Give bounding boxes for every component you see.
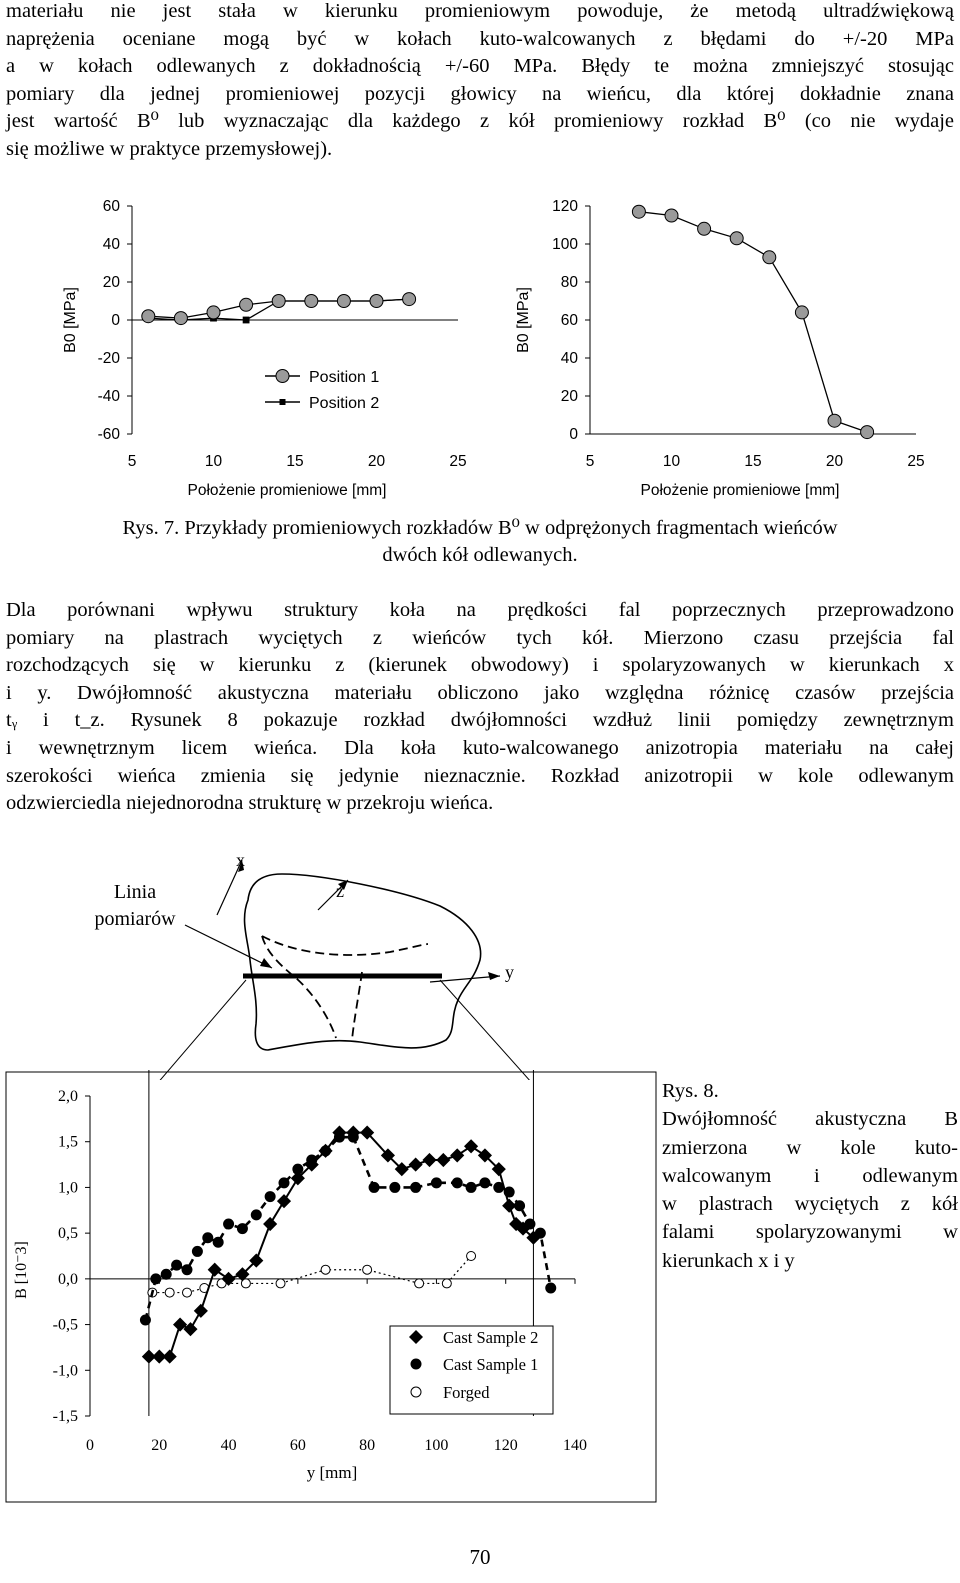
x-tick-label: 5 [127,453,137,470]
data-point [237,1224,247,1234]
data-point [165,1288,174,1297]
caption-line: dwóch kół odlewanych. [382,544,578,566]
data-point [546,1283,556,1293]
data-point [305,295,318,308]
y-tick-label: 120 [552,198,578,215]
y-axis-label: B0 [MPa] [515,287,532,353]
data-point [442,1279,451,1288]
y-axis-label: B0 [MPa] [62,287,79,353]
caption-line: walcowanym i odlewanym [662,1164,958,1187]
y-tick-label: 40 [102,236,120,253]
data-point [224,1219,234,1229]
x-axis-label: Położenie promieniowe [mm] [640,482,840,499]
data-point [194,1304,207,1317]
data-point [698,222,711,235]
data-point [535,1228,545,1238]
text-line: tᵧ i t_z. Rysunek 8 pokazuje rozkład dwójłomności wzdłuż linii pomiędzy zewnętrznym [6,709,954,732]
figure7-left-chart [55,190,475,500]
y-tick-label: -1,5 [52,1408,78,1425]
measurement-line-label: Linia [113,881,157,903]
data-point [174,312,187,325]
y-tick-label: 2,0 [58,1088,78,1105]
data-point [466,1182,476,1192]
caption-line: zmierzona w kole kuto- [662,1136,958,1159]
text-line: się możliwe w praktyce przemysłowej). [6,137,333,160]
legend [265,369,379,412]
x-tick-label: 25 [449,453,467,470]
data-point [279,1178,289,1188]
data-point [278,1195,291,1208]
caption-line: Dwójłomność akustyczna B [662,1108,958,1131]
x-tick-label: 10 [204,453,223,470]
y-tick-label: -60 [97,426,120,443]
dashed-structure [352,972,362,1040]
data-point [525,1219,535,1229]
legend-label-position-1: Position 1 [309,369,380,386]
data-point [795,306,808,319]
x-tick-label: 100 [424,1437,449,1454]
x-tick-label: 0 [86,1437,94,1454]
data-point [172,1260,182,1270]
data-point [390,1182,400,1192]
data-point [411,1182,421,1192]
y-tick-label: 0 [111,312,120,329]
paragraph-2 [6,597,954,818]
figure7-right-chart [505,190,955,500]
data-point [369,1182,379,1192]
legend-marker-open-circle [411,1387,421,1397]
data-point [403,293,416,306]
data-point [494,1182,504,1192]
x-tick-label: 120 [493,1437,518,1454]
page-number: 70 [469,1545,491,1569]
caption-line: kierunkach x i y [662,1249,795,1272]
y-tick-label: -20 [97,350,120,367]
series-line [149,1133,534,1357]
data-point [142,310,155,323]
figure7-caption [0,515,960,569]
chart-frame [6,1072,656,1502]
series-line [639,212,867,432]
caption-line: w plastrach wyciętych z kół [662,1193,958,1216]
data-point [163,1350,176,1363]
x-tick-label: 15 [286,453,304,470]
legend-label-forged: Forged [443,1383,490,1402]
data-point [467,1252,476,1261]
x-tick-label: 20 [825,453,844,470]
data-point [437,1154,450,1167]
data-point [334,1132,344,1142]
data-point [182,1265,192,1275]
data-point [480,1178,490,1188]
y-tick-label: 60 [560,312,578,329]
data-point [665,209,678,222]
y-tick-label: 1,5 [58,1133,78,1151]
y-tick-label: 40 [560,350,578,367]
legend-label-cast-2: Cast Sample 2 [443,1328,539,1347]
text-line: odzwierciedla niejednorodna strukturę w przekroju wieńca. [6,792,494,815]
data-point [240,298,253,311]
x-axis-label: Położenie promieniowe [mm] [187,482,387,499]
y-tick-label: 20 [560,388,578,405]
data-point [431,1178,441,1188]
x-tick-label: 80 [359,1437,376,1454]
x-tick-label: 10 [662,453,681,470]
x-tick-label: 40 [220,1437,237,1454]
x-tick-label: 20 [367,453,386,470]
data-point [272,295,285,308]
data-point [515,1201,525,1211]
axis-x-label: x [236,850,245,870]
data-point [151,1274,161,1284]
dashed-structure [262,936,428,955]
data-point [208,1263,221,1276]
axis-y-label: y [505,962,514,982]
paragraph-1 [6,0,954,164]
y-tick-label: 0,5 [58,1225,78,1243]
text-line: naprężenia oceniane mogą być w kołach kuto-walcowanych z błędami do +/-20 MPa [6,27,954,50]
legend [390,1326,553,1414]
data-point [504,1187,514,1197]
y-tick-label: 0 [569,426,578,443]
text-line: i y. Dwójłomność akustyczna materiału obliczono jako względna różnicę czasów przejścia [6,681,954,704]
axis-z-label: z [336,881,344,901]
legend-label-position-2: Position 2 [309,395,380,412]
data-point [409,1158,422,1171]
y-tick-label: -1,0 [52,1362,78,1380]
data-point [861,426,874,439]
caption-line: falami spolaryzowanymi w [662,1221,958,1244]
y-tick-label: -0,5 [52,1316,78,1334]
data-point [192,1246,202,1256]
y-tick-label: 1,0 [58,1179,78,1197]
data-point [503,1199,516,1212]
data-point [337,295,350,308]
data-point [251,1210,261,1220]
text-line: pomiary na plastrach wyciętych z wieńców tych kół. Mierzono czasu przejścia fal [6,626,954,649]
caption-line: Rys. 7. Przykłady promieniowych rozkładów B⁰ w odprężonych fragmentach wieńców [122,517,838,539]
y-tick-label: 80 [560,274,578,291]
data-point [203,1233,213,1243]
data-point [276,1279,285,1288]
text-line: szerokości wieńca zmienia się jedynie nieznacznie. Rozkład anizotropii w kole odlewanym [6,764,954,787]
data-point [452,1178,462,1188]
y-tick-label: 60 [102,198,120,215]
text-line: rozchodzących się w kierunku z (kierunek obwodowy) i spolaryzowanych w kierunkach x [6,654,954,677]
projection-line [150,980,246,1080]
data-point [265,1192,275,1202]
y-tick-label: 20 [102,274,120,291]
x-tick-label: 60 [289,1437,306,1454]
text-line: i wewnętrznym licem wieńca. Dla koła kuto-walcowanego anizotropia materiału na całej [6,736,954,759]
data-point [451,1149,464,1162]
x-tick-label: 25 [907,453,925,470]
y-tick-label: -40 [97,388,120,405]
data-point [183,1288,192,1297]
legend-label-cast-1: Cast Sample 1 [443,1355,539,1374]
x-tick-label: 15 [744,453,762,470]
data-point [348,1132,358,1142]
figure8-rim-sketch [0,840,660,1080]
data-point [161,1269,171,1279]
x-tick-label: 140 [563,1437,587,1454]
x-axis-label: y [mm] [306,1463,358,1482]
legend-marker-filled-circle [411,1359,422,1370]
data-point [243,317,249,323]
text-line: pomiary dla jednej promieniowej pozycji głowicy na wieńcu, dla której dokładnie znana [6,82,954,105]
text-line: Dla porównani wpływu struktury koła na prędkości fal poprzecznych przeprowadzono [6,599,954,621]
label-pointer [185,925,272,968]
text-line: materiału nie jest stała w kierunku promieniowym powoduje, że metodą ultradźwiękową [6,0,954,22]
x-tick-label: 20 [151,1437,168,1454]
data-point [321,1265,330,1274]
data-point [632,205,645,218]
projection-line [440,980,540,1080]
measurement-line-label: pomiarów [94,908,176,930]
dashed-structure [262,936,336,1038]
data-point [213,1237,223,1247]
text-line: jest wartość B⁰ lub wyznaczając dla każdego z kół promieniowy rozkład B⁰ (co nie wydaje [6,110,954,133]
data-point [307,1155,317,1165]
data-point [264,1218,277,1231]
text-line: a w kołach odlewanych z dokładnością +/-60 MPa. Błędy te można zmniejszyć stosując [6,55,954,78]
data-point [293,1164,303,1174]
data-point [730,232,743,245]
data-point [321,1146,331,1156]
y-tick-label: 0,0 [58,1270,78,1288]
data-point [363,1265,372,1274]
data-point [423,1154,436,1167]
data-point [828,414,841,427]
data-point [415,1279,424,1288]
data-point [140,1315,150,1325]
rim-outline [245,874,481,1050]
y-axis-label: B [10⁻3] [13,1241,30,1299]
y-tick-label: 100 [552,236,578,253]
data-point [763,251,776,264]
figure8-caption [662,1077,958,1275]
data-point [207,306,220,319]
data-point [370,295,383,308]
figure8-chart [0,1070,662,1510]
x-tick-label: 5 [585,453,595,470]
caption-line: Rys. 8. [662,1080,719,1102]
data-point [465,1140,478,1153]
